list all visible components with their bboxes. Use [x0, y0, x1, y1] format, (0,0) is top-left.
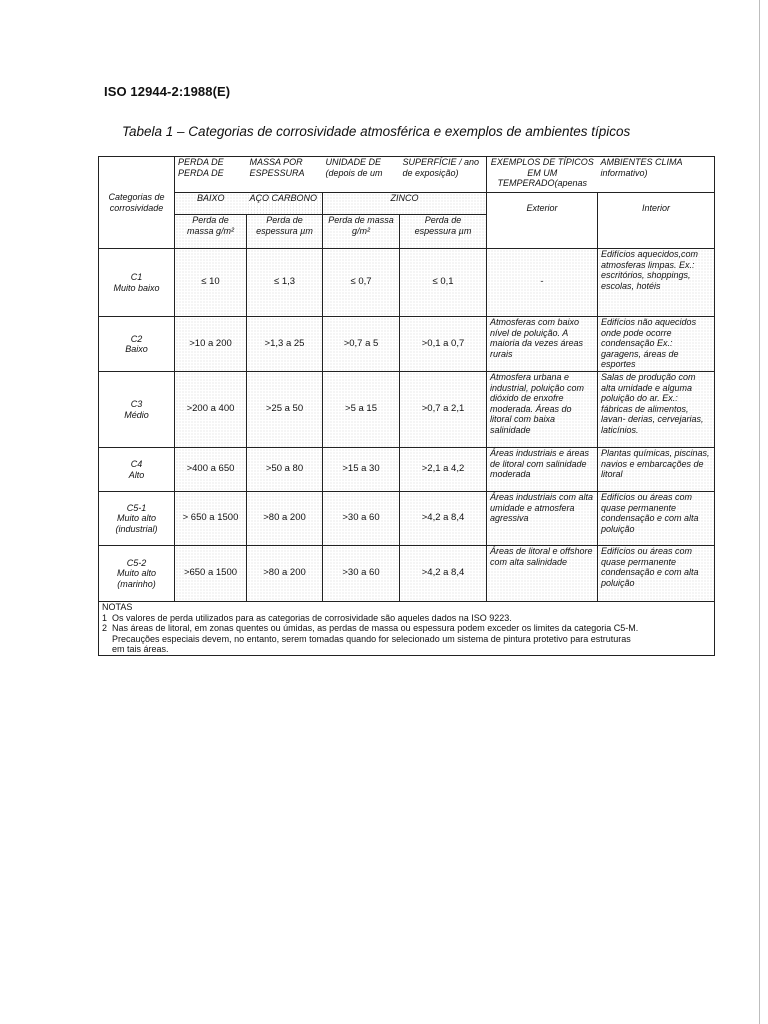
steel-mass-loss: >10 a 200	[175, 317, 247, 372]
header-ambientes: AMBIENTES CLIMA informativo)	[598, 157, 715, 193]
exterior-example: Atmosferas com baixo nível de poluição. A maioria da vezes áreas rurais	[487, 317, 598, 372]
header-unidade: UNIDADE DE (depois de um	[323, 157, 400, 193]
exterior-example: Áreas industriais e áreas de litoral com salinidade moderada	[487, 448, 598, 492]
header-superficie: SUPERFÍCIE / ano de exposição)	[400, 157, 487, 193]
note-text: Os valores de perda utilizados para as categorias de corrosividade são aqueles dados na ISO 9223.	[112, 612, 512, 623]
category-code: C1	[130, 272, 143, 282]
category-cell	[99, 317, 175, 372]
header-row-2	[99, 193, 715, 215]
zinc-thickness-loss: >0,7 a 2,1	[400, 372, 487, 448]
category-name: Muito alto (industrial)	[115, 513, 158, 534]
zinc-mass-loss: >30 a 60	[323, 492, 400, 546]
header-perda-espessura-zinco: Perda de espessura µm	[400, 215, 487, 249]
steel-mass-loss: ≤ 10	[175, 249, 247, 317]
zinc-mass-loss: ≤ 0,7	[323, 249, 400, 317]
header-massa: MASSA POR ESPESSURA	[247, 157, 323, 193]
corrosivity-table	[98, 156, 715, 656]
steel-thickness-loss: >25 a 50	[247, 372, 323, 448]
zinc-mass-loss: >5 a 15	[323, 372, 400, 448]
header-exterior: Exterior	[487, 193, 598, 249]
steel-mass-loss: > 650 a 1500	[175, 492, 247, 546]
header-aco-carbono: AÇO CARBONO	[247, 193, 323, 215]
table-row-c5-2	[99, 546, 715, 602]
header-perda: PERDA DE PERDA DE	[175, 157, 247, 193]
notes-cell	[99, 602, 715, 656]
interior-example: Edifícios ou áreas com quase permanente condensação e com alta poluição	[598, 492, 715, 546]
steel-thickness-loss: >80 a 200	[247, 546, 323, 602]
interior-example: Salas de produção com alta umidade e alguma poluição do ar. Ex.: fábricas de alimentos, lavan- derias, cervejarias, laticínios.	[598, 372, 715, 448]
category-cell	[99, 492, 175, 546]
note-2-continued: Precauções especiais devem, no entanto, serem tomadas quando for selecionado um sistema de pintura protetivo para estruturas	[112, 633, 631, 644]
document-code: ISO 12944-2:1988(E)	[104, 84, 231, 99]
note-2	[102, 623, 711, 634]
category-name: Muito baixo	[113, 282, 160, 293]
steel-mass-loss: >650 a 1500	[175, 546, 247, 602]
table-title: Tabela 1 – Categorias de corrosividade atmosférica e exemplos de ambientes típicos	[122, 124, 631, 139]
category-code: C5-1	[126, 502, 147, 513]
notes-title: NOTAS	[102, 602, 133, 612]
zinc-mass-loss: >30 a 60	[323, 546, 400, 602]
table-row-c5-1	[99, 492, 715, 546]
exterior-example: Atmosfera urbana e industrial, poluição com dióxido de enxofre moderada. Áreas do litoral com baixa salinidade	[487, 372, 598, 448]
steel-thickness-loss: >80 a 200	[247, 492, 323, 546]
steel-mass-loss: >200 a 400	[175, 372, 247, 448]
header-baixo: BAIXO	[175, 193, 247, 215]
header-interior: Interior	[598, 193, 715, 249]
header-row-1	[99, 157, 715, 193]
note-2-end: em tais áreas.	[112, 644, 169, 654]
steel-thickness-loss: >50 a 80	[247, 448, 323, 492]
category-cell	[99, 448, 175, 492]
category-code: C4	[130, 459, 143, 469]
header-perda-espessura-aco: Perda de espessura µm	[247, 215, 323, 249]
category-name: Muito alto (marinho)	[116, 568, 157, 589]
category-cell	[99, 372, 175, 448]
category-cell	[99, 546, 175, 602]
table-row-c4	[99, 448, 715, 492]
zinc-thickness-loss: >0,1 a 0,7	[400, 317, 487, 372]
zinc-thickness-loss: ≤ 0,1	[400, 249, 487, 317]
zinc-thickness-loss: >4,2 a 8,4	[400, 492, 487, 546]
table-row-c1	[99, 249, 715, 317]
table-row-c2	[99, 317, 715, 372]
table-row-c3	[99, 372, 715, 448]
category-name: Baixo	[125, 344, 148, 354]
header-zinco: ZINCO	[323, 193, 487, 215]
exterior-example: -	[487, 249, 598, 317]
page-edge-line	[759, 0, 760, 1024]
note-number: 1	[102, 612, 108, 623]
category-name: Médio	[124, 409, 149, 420]
header-exemplos: EXEMPLOS DE TÍPICOS EM UM TEMPERADO(apenas	[487, 157, 598, 193]
interior-example: Edifícios ou áreas com quase permanente condensação e com alta poluição	[598, 546, 715, 602]
category-code: C5-2	[126, 557, 147, 568]
zinc-thickness-loss: >2,1 a 4,2	[400, 448, 487, 492]
header-perda-massa-zinco: Perda de massa g/m²	[323, 215, 400, 249]
exterior-example: Áreas de litoral e offshore com alta salinidade	[487, 546, 598, 602]
note-number: 2	[102, 623, 108, 633]
header-perda-massa-aco: Perda de massa g/m²	[175, 215, 247, 249]
steel-thickness-loss: >1,3 a 25	[247, 317, 323, 372]
zinc-mass-loss: >15 a 30	[323, 448, 400, 492]
interior-example: Plantas químicas, piscinas, navios e embarcações de litoral	[598, 448, 715, 492]
zinc-mass-loss: >0,7 a 5	[323, 317, 400, 372]
zinc-thickness-loss: >4,2 a 8,4	[400, 546, 487, 602]
category-code: C2	[130, 333, 143, 344]
exterior-example: Áreas industriais com alta umidade e atmosfera agressiva	[487, 492, 598, 546]
note-text: Nas áreas de litoral, em zonas quentes ou úmidas, as perdas de massa ou espessura podem exceder os limites da categoria C5-M.	[112, 623, 639, 633]
category-name: Alto	[128, 469, 145, 480]
notes-row	[99, 602, 715, 656]
category-code: C3	[130, 399, 143, 409]
steel-thickness-loss: ≤ 1,3	[247, 249, 323, 317]
category-header: Categorias de corrosividade	[99, 157, 175, 249]
steel-mass-loss: >400 a 650	[175, 448, 247, 492]
note-1	[102, 613, 711, 624]
interior-example: Edifícios aquecidos,com atmosferas limpas. Ex.: escritórios, shoppings, escolas, hotéis	[598, 249, 715, 317]
interior-example: Edifícios não aquecidos onde pode ocorre condensação Ex.: garagens, áreas de esportes	[598, 317, 715, 372]
category-cell	[99, 249, 175, 317]
